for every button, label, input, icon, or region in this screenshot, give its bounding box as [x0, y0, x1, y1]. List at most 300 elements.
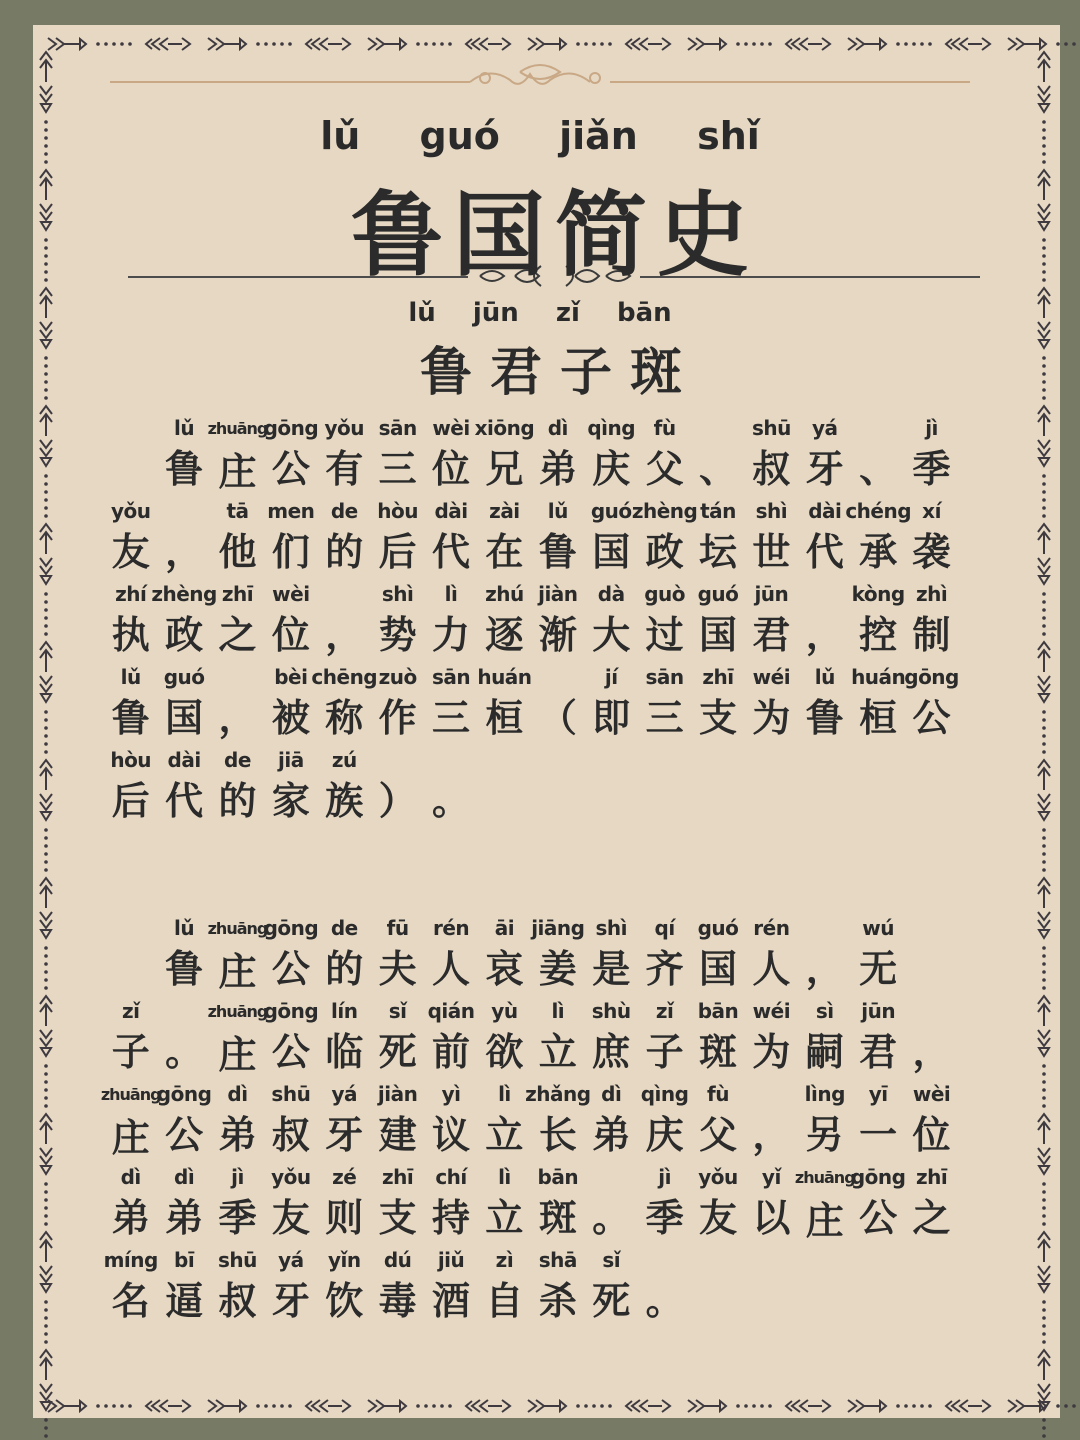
pinyin: jūn	[472, 298, 519, 328]
char-hanzi: 庄	[805, 1199, 844, 1243]
annotated-char	[371, 999, 424, 1080]
char-hanzi: 持	[432, 1196, 471, 1240]
char-pinyin: zhuāng	[207, 1002, 268, 1021]
annotated-char	[371, 1165, 424, 1246]
annotated-char	[211, 665, 264, 743]
char-pinyin: zài	[489, 499, 520, 523]
annotated-char	[638, 1248, 691, 1326]
char-hanzi: 国	[592, 530, 631, 574]
char-hanzi: 国	[698, 613, 737, 657]
char-hanzi: 的	[325, 947, 364, 991]
char-pinyin: zhuāng	[100, 1085, 161, 1104]
char-pinyin: kòng	[851, 582, 905, 606]
annotated-char	[318, 999, 371, 1080]
char-hanzi: 自	[485, 1279, 524, 1323]
annotated-char	[798, 499, 851, 577]
char-hanzi: 的	[218, 779, 257, 823]
char-pinyin: zhī	[702, 665, 734, 689]
annotated-char	[211, 1165, 264, 1246]
char-pinyin: qián	[427, 999, 475, 1023]
annotated-char	[211, 1082, 264, 1163]
char-hanzi: 牙	[271, 1279, 310, 1323]
char-hanzi: 立	[485, 1196, 524, 1240]
annotated-char	[264, 916, 317, 997]
char-hanzi: 夫	[378, 947, 417, 991]
annotated-char	[104, 999, 157, 1080]
annotated-char	[318, 1248, 371, 1326]
char-hanzi: 公	[271, 1030, 310, 1074]
char-hanzi: 父	[698, 1113, 737, 1157]
char-hanzi: 。	[432, 779, 471, 823]
char-hanzi: 立	[538, 1030, 577, 1074]
char-pinyin: lì	[444, 582, 458, 606]
char-hanzi: 执	[111, 613, 150, 657]
char-pinyin: zhì	[915, 582, 948, 606]
char-pinyin: jūn	[861, 999, 896, 1023]
char-hanzi: （	[538, 696, 577, 740]
char-pinyin: huán	[477, 665, 532, 689]
char-pinyin: zuò	[378, 665, 417, 689]
char-pinyin: lǔ	[174, 916, 195, 940]
char-hanzi: 国	[698, 947, 737, 991]
char-hanzi: 人	[432, 947, 471, 991]
char-pinyin: dài	[434, 499, 468, 523]
char-hanzi: 姜	[538, 947, 577, 991]
char-hanzi: 势	[378, 613, 417, 657]
char-hanzi: 之	[912, 1196, 951, 1240]
char-hanzi: 力	[432, 613, 471, 657]
annotated-char	[585, 1082, 638, 1163]
annotated-char	[525, 1082, 591, 1163]
annotated-char	[264, 999, 317, 1080]
char-pinyin: zǐ	[655, 999, 674, 1023]
char-pinyin: shū	[218, 1248, 257, 1272]
annotated-char	[157, 665, 210, 743]
char-hanzi: 弟	[218, 1113, 257, 1157]
char-pinyin: sān	[645, 665, 684, 689]
char-pinyin: yǒu	[324, 416, 365, 440]
char-hanzi: ，	[805, 613, 844, 657]
char-hanzi: 鲁	[165, 947, 204, 991]
annotated-char	[424, 582, 477, 660]
annotated-char	[371, 748, 424, 826]
annotated-char	[104, 748, 157, 826]
annotated-char	[905, 1165, 958, 1246]
char-pinyin: zhèng	[631, 499, 698, 523]
pinyin: zǐ	[555, 298, 580, 328]
char-pinyin: rén	[753, 916, 790, 940]
annotated-char	[531, 1248, 584, 1326]
annotated-char	[100, 1082, 161, 1163]
char-hanzi: 位	[432, 447, 471, 491]
annotated-char	[585, 1248, 638, 1326]
annotated-char	[798, 582, 851, 660]
annotated-char	[371, 416, 424, 497]
annotated-char	[371, 1082, 424, 1163]
char-hanzi: 。	[165, 1030, 204, 1074]
annotated-char	[638, 416, 691, 497]
char-hanzi: 弟	[538, 447, 577, 491]
char-pinyin: gōng	[263, 999, 319, 1023]
char-pinyin: rén	[432, 916, 470, 940]
annotated-char	[745, 999, 798, 1080]
annotated-char	[157, 1082, 210, 1163]
annotated-char	[745, 1165, 798, 1246]
char-hanzi: 鲁	[165, 447, 204, 491]
annotated-char	[585, 416, 638, 497]
char-hanzi: 叔	[271, 1113, 310, 1157]
char-hanzi: 过	[645, 613, 684, 657]
page-title: 鲁国简史	[350, 182, 759, 289]
annotated-char	[264, 416, 317, 497]
char-pinyin: lín	[331, 999, 358, 1023]
annotated-char	[157, 1248, 210, 1326]
annotated-char	[531, 665, 584, 743]
char-pinyin: zhuāng	[207, 919, 268, 938]
annotated-char	[424, 916, 477, 997]
char-pinyin: xiōng	[474, 416, 535, 440]
char-hanzi: 坛	[698, 530, 737, 574]
annotated-char	[745, 416, 798, 497]
char-hanzi: 。	[645, 1279, 684, 1323]
char-pinyin: zú	[331, 748, 357, 772]
char-pinyin: de	[224, 748, 251, 772]
char-pinyin: dì	[174, 1165, 195, 1189]
char-hanzi: 父	[645, 447, 684, 491]
annotated-char	[478, 499, 531, 577]
char-hanzi: 三	[378, 447, 417, 491]
char-hanzi: 饮	[325, 1279, 364, 1323]
char-hanzi: 逐	[485, 613, 524, 657]
char-hanzi: 有	[325, 447, 364, 491]
pinyin: shǐ	[697, 114, 760, 158]
char-hanzi: 季	[218, 1196, 257, 1240]
char-pinyin: lǔ	[120, 665, 141, 689]
text-line	[104, 1248, 691, 1326]
annotated-char	[157, 916, 210, 997]
char-hanzi: 庆	[645, 1113, 684, 1157]
annotated-char	[311, 665, 378, 743]
annotated-char	[157, 416, 210, 497]
annotated-char	[531, 999, 584, 1080]
char-hanzi: 三	[645, 696, 684, 740]
annotated-char	[264, 582, 317, 660]
char-pinyin: guó	[697, 916, 739, 940]
annotated-char	[691, 916, 744, 997]
char-pinyin: sān	[378, 416, 417, 440]
char-hanzi: 支	[378, 1196, 417, 1240]
char-hanzi: 鲁	[111, 696, 150, 740]
annotated-char	[585, 1165, 638, 1246]
annotated-char	[798, 999, 851, 1080]
char-hanzi: 友	[271, 1196, 310, 1240]
annotated-char	[211, 748, 264, 826]
annotated-char	[531, 582, 584, 660]
text-line	[104, 582, 958, 660]
char-pinyin: qìng	[640, 1082, 689, 1106]
annotated-char	[851, 916, 904, 997]
subtitle-pinyin	[0, 298, 1080, 328]
char-hanzi: 庶	[592, 1030, 631, 1074]
pinyin: jiǎn	[559, 114, 638, 158]
char-pinyin: yǐ	[761, 1165, 781, 1189]
char-hanzi: 君	[752, 613, 791, 657]
char-pinyin: zhú	[485, 582, 524, 606]
char-hanzi: 国	[165, 696, 204, 740]
char-pinyin: yǐn	[327, 1248, 361, 1272]
char-pinyin: qìng	[587, 416, 636, 440]
annotated-char	[478, 1082, 531, 1163]
annotated-char	[478, 916, 531, 997]
char-pinyin: qí	[654, 916, 675, 940]
text-line	[104, 1165, 958, 1246]
char-hanzi: 弟	[165, 1196, 204, 1240]
char-hanzi: 建	[378, 1113, 417, 1157]
annotated-char	[318, 499, 371, 577]
char-hanzi: 公	[271, 947, 310, 991]
annotated-char	[424, 999, 477, 1080]
char-hanzi: 死	[378, 1030, 417, 1074]
char-hanzi: 立	[485, 1113, 524, 1157]
annotated-char	[371, 916, 424, 997]
annotated-char	[905, 665, 958, 743]
annotated-char	[318, 416, 371, 497]
char-pinyin: hòu	[110, 748, 152, 772]
annotated-char	[157, 499, 210, 577]
char-hanzi: 子	[111, 1030, 150, 1074]
char-hanzi: 家	[271, 779, 310, 823]
char-pinyin: gōng	[156, 1082, 212, 1106]
char-hanzi: 公	[271, 447, 310, 491]
annotated-char	[851, 1082, 904, 1163]
char-pinyin: zé	[332, 1165, 357, 1189]
char-hanzi: 牙	[325, 1113, 364, 1157]
char-pinyin: shū	[751, 416, 791, 440]
char-pinyin: zhí	[115, 582, 147, 606]
char-hanzi: 之	[218, 613, 257, 657]
char-pinyin: xí	[922, 499, 941, 523]
text-line	[104, 499, 958, 577]
annotated-char	[631, 499, 698, 577]
annotated-char	[691, 999, 744, 1080]
char-hanzi: 。	[592, 1196, 631, 1240]
char-pinyin: gōng	[904, 665, 959, 689]
char-pinyin: yá	[331, 1082, 358, 1106]
annotated-char	[318, 916, 371, 997]
char-pinyin: wú	[862, 916, 895, 940]
annotated-char	[157, 1165, 210, 1246]
char-pinyin: hòu	[377, 499, 418, 523]
char-hanzi: ，	[912, 1030, 951, 1074]
char-hanzi: 为	[752, 1030, 791, 1074]
annotated-char	[478, 582, 531, 660]
char-hanzi: 叔	[218, 1279, 257, 1323]
char-hanzi: 被	[271, 696, 310, 740]
annotated-char	[905, 499, 958, 577]
char-pinyin: chēng	[311, 665, 378, 689]
char-pinyin: jūn	[754, 582, 789, 606]
annotated-char	[905, 416, 958, 497]
char-hanzi: 代	[165, 779, 204, 823]
annotated-char	[211, 582, 264, 660]
char-hanzi: 弟	[592, 1113, 631, 1157]
annotated-char	[638, 665, 691, 743]
char-hanzi: 鲁	[538, 530, 577, 574]
char-pinyin: bān	[697, 999, 739, 1023]
annotated-char	[371, 582, 424, 660]
annotated-char	[691, 665, 744, 743]
char-pinyin: lìng	[804, 1082, 845, 1106]
char-pinyin: zhī	[915, 1165, 948, 1189]
char-pinyin: zǐ	[121, 999, 140, 1023]
char-hanzi: 公	[165, 1113, 204, 1157]
annotated-char	[745, 916, 798, 997]
char-hanzi: 们	[271, 530, 310, 574]
annotated-char	[424, 1165, 477, 1246]
pinyin: lǔ	[408, 298, 436, 328]
annotated-char	[745, 1082, 798, 1163]
annotated-char	[531, 499, 584, 577]
char-hanzi: 人	[752, 947, 791, 991]
char-hanzi: 以	[752, 1196, 791, 1240]
text-line	[100, 1082, 958, 1163]
annotated-char	[745, 582, 798, 660]
char-pinyin: shì	[381, 582, 414, 606]
char-pinyin: shū	[271, 1082, 311, 1106]
char-hanzi: 、	[859, 447, 898, 491]
char-pinyin: yù	[491, 999, 518, 1023]
char-hanzi: 三	[432, 696, 471, 740]
char-hanzi: 庄	[218, 950, 257, 994]
char-hanzi: 控	[859, 613, 898, 657]
annotated-char	[585, 665, 638, 743]
pinyin: bān	[616, 298, 672, 328]
char-pinyin: dài	[808, 499, 842, 523]
char-hanzi: 叔	[752, 447, 791, 491]
char-pinyin: dà	[597, 582, 625, 606]
annotated-char	[424, 665, 477, 743]
annotated-char	[207, 916, 268, 997]
annotated-char	[905, 1082, 958, 1163]
annotated-char	[638, 1082, 691, 1163]
char-pinyin: zhī	[382, 1165, 414, 1189]
annotated-char	[157, 748, 210, 826]
annotated-char	[638, 999, 691, 1080]
annotated-char	[264, 665, 317, 743]
annotated-char	[798, 416, 851, 497]
char-hanzi: 一	[859, 1113, 898, 1157]
char-hanzi: 族	[325, 779, 364, 823]
char-pinyin: dì	[227, 1082, 248, 1106]
char-hanzi: 斑	[538, 1196, 577, 1240]
char-pinyin: tán	[700, 499, 736, 523]
annotated-char	[157, 999, 210, 1080]
char-hanzi: 庄	[218, 450, 257, 494]
char-pinyin: gōng	[263, 916, 319, 940]
char-pinyin: wèi	[432, 416, 470, 440]
char-pinyin: fù	[653, 416, 676, 440]
annotated-char	[638, 582, 691, 660]
char-hanzi: 前	[432, 1030, 471, 1074]
annotated-char	[691, 499, 744, 577]
annotated-char	[424, 748, 477, 826]
annotated-char	[905, 999, 958, 1080]
char-hanzi: 位	[271, 613, 310, 657]
char-hanzi: 公	[859, 1196, 898, 1240]
annotated-char	[474, 416, 535, 497]
annotated-char	[638, 916, 691, 997]
annotated-char	[151, 582, 217, 660]
text-line	[104, 665, 958, 743]
annotated-char	[104, 1165, 157, 1246]
char-pinyin: āi	[494, 916, 515, 940]
char-pinyin: dì	[601, 1082, 622, 1106]
annotated-char	[104, 582, 157, 660]
char-hanzi: 后	[111, 779, 150, 823]
char-hanzi: 季	[912, 447, 951, 491]
char-hanzi: 桓	[859, 696, 898, 740]
char-pinyin: fù	[707, 1082, 729, 1106]
char-hanzi: 嗣	[805, 1030, 844, 1074]
annotated-char	[207, 416, 268, 497]
char-hanzi: 斑	[698, 1030, 737, 1074]
annotated-char	[798, 1082, 851, 1163]
char-pinyin: shù	[591, 999, 631, 1023]
annotated-char	[691, 1082, 744, 1163]
char-pinyin: shā	[538, 1248, 577, 1272]
annotated-char	[104, 665, 157, 743]
char-hanzi: 支	[698, 696, 737, 740]
char-pinyin: jiàn	[377, 1082, 418, 1106]
char-pinyin: jiàn	[538, 582, 578, 606]
char-pinyin: men	[267, 499, 315, 523]
annotated-char	[371, 1248, 424, 1326]
annotated-char	[478, 665, 531, 743]
char-hanzi: ，	[805, 947, 844, 991]
char-pinyin: fū	[386, 916, 409, 940]
char-hanzi: 逼	[165, 1279, 204, 1323]
char-pinyin: shì	[595, 916, 627, 940]
char-pinyin: zhuāng	[794, 1168, 855, 1187]
char-hanzi: 政	[165, 613, 204, 657]
char-hanzi: 名	[111, 1279, 150, 1323]
char-hanzi: ，	[165, 530, 204, 574]
char-pinyin: bī	[174, 1248, 195, 1272]
char-hanzi: 另	[805, 1113, 844, 1157]
char-hanzi: 桓	[485, 696, 524, 740]
char-hanzi: 的	[325, 530, 364, 574]
char-pinyin: wéi	[752, 665, 791, 689]
char-hanzi: 位	[912, 1113, 951, 1157]
char-hanzi: 长	[538, 1113, 577, 1157]
char-pinyin: chí	[435, 1165, 467, 1189]
annotated-char	[207, 999, 268, 1080]
char-pinyin: zhī	[221, 582, 254, 606]
char-hanzi: 哀	[485, 947, 524, 991]
annotated-char	[264, 1082, 317, 1163]
annotated-char	[264, 1165, 317, 1246]
char-pinyin: zhuāng	[207, 419, 268, 438]
annotated-char	[798, 665, 851, 743]
char-hanzi: 友	[111, 530, 150, 574]
char-pinyin: sǐ	[602, 1248, 621, 1272]
annotated-char	[104, 1248, 157, 1326]
char-pinyin: jiǔ	[437, 1248, 465, 1272]
annotated-char	[851, 665, 904, 743]
char-hanzi: 临	[325, 1030, 364, 1074]
annotated-char	[264, 499, 317, 577]
char-hanzi: 弟	[111, 1196, 150, 1240]
